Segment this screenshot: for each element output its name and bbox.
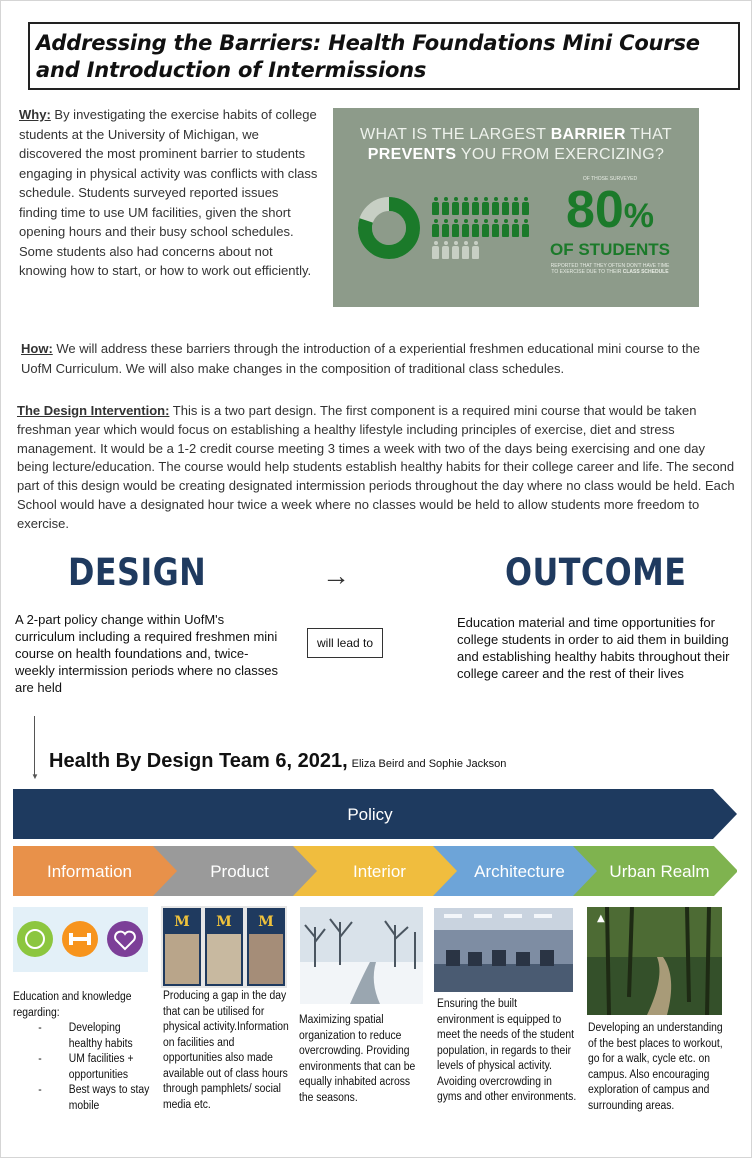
why-text: By investigating the exercise habits of college students at the University of Michigan, we discovered the most prominent barrier to students engaging in physical activity was conflicts with class schedule. Students surveyed reported issues finding time to use UM facilities, given the short opening hours and their busy school schedules. Some students also had concerns about not knowing how to start, or how to work out efficiently. [19,107,318,278]
information-text [13,990,155,1114]
svg-text:M: M [258,914,274,930]
person-icon [461,196,470,218]
how-heading: How: [21,341,53,356]
person-icon [471,196,480,218]
chevron-label: Architecture [474,862,565,881]
person-icon [471,240,480,262]
forest-path-image [587,907,722,1015]
person-icon [441,240,450,262]
team-name: Health By Design Team 6, 2021, [49,750,348,772]
list-item: - UM facilities + opportunities [13,1052,155,1083]
person-icon [511,218,520,240]
donut-chart-icon [357,196,421,260]
outcome-description: Education material and time opportunities for college students in order to aid them in building and establishing healthy habits throughout their college career and the rest of their lives [457,615,730,681]
person-icon [491,218,500,240]
svg-text:M: M [174,914,190,930]
person-icon [461,240,470,262]
poster-title: Addressing the Barriers: Health Foundations Mini Course and Introduction of Intermissions [36,31,700,82]
chevron-label: Information [46,862,133,881]
design-description: A 2-part policy change within UofM's curriculum including a required freshmen mini course on health foundations and, twice-weekly intermission periods where no classes are held [15,612,279,695]
why-paragraph [19,105,319,281]
person-icon [461,218,470,240]
person-icon [521,196,530,218]
design-intervention-heading: The Design Intervention: [17,403,170,418]
product-text: Producing a gap in the day that can be utilised for physical activity.Information on facilities and opportunities also made available out of class hours through pamphlets/ social media etc. [163,990,289,1111]
title-box [28,22,740,90]
person-icon [501,218,510,240]
infographic-students-label: OF STUDENTS [550,240,670,259]
urban-realm-text: Developing an understanding of the best places to workout, go for a walk, cycle etc. on campus. Also encouraging exploration of campus and surrounding areas. [588,1022,723,1112]
person-icon [441,218,450,240]
information-intro: Education and knowledge regarding: [13,991,132,1019]
right-arrow-icon: → [322,560,350,591]
design-intervention-text: This is a two part design. The first component is a required mini course that would be taken freshman year which would focus on establishing a healthy lifestyle including principles of exercise, diet and stress management. It would be a 1-2 credit course meeting 3 times a week with two of the days being exercising and one day being lecture/education. The course would help students establish healthy habits for their college career and life. The second part of this design would be creating designated intermission periods throughout the day where no class would be held. Each School would have a designated hour twice a week where no classes would be held to allow students more freedom to exercise. [17,403,735,531]
svg-text:M: M [216,914,232,930]
how-paragraph [21,339,733,378]
infographic-question-line2: PREVENTS YOU FROM EXERCIZING? [367,146,665,163]
policy-label: Policy [347,805,393,824]
person-icon [451,196,460,218]
outcome-word: OUTCOME [505,551,687,594]
person-icon [501,196,510,218]
design-word: DESIGN [68,551,207,594]
person-icon [481,218,490,240]
person-icon [511,196,520,218]
barrier-infographic [333,108,699,307]
infographic-surveyed-label: OF THOSE SURVEYED [582,176,638,182]
chevron-label: Interior [353,862,406,881]
chevron-label: Urban Realm [609,862,710,881]
architecture-text: Ensuring the built environment is equipped to meet the needs of the student population, in regards to their levels of physical activity. Avoiding overcrowding in gyms and other environments. [437,998,577,1103]
information-bullets [13,1021,155,1114]
person-icon [431,196,440,218]
heart-icon [107,921,143,957]
person-icon [471,218,480,240]
person-icon [431,240,440,262]
down-arrow-line [34,716,35,776]
down-arrow-icon: ▼ [31,772,39,781]
how-text: We will address these barriers through the introduction of a experiential freshmen educational mini course to the UofM Curriculum. We will also make changes in the composition of traditional class schedules. [21,341,701,376]
list-item: - Best ways to stay mobile [13,1083,155,1114]
people-pictogram [431,196,531,262]
person-icon [451,218,460,240]
person-icon [441,196,450,218]
apple-icon [17,921,53,957]
chevron-row [13,846,737,896]
policy-bar [13,789,737,839]
infographic-percent: 80% [565,181,655,239]
team-heading [49,750,506,773]
snowy-campus-image [300,907,423,1004]
design-intervention-paragraph [17,402,739,534]
gym-interior-image [434,908,573,992]
person-icon [481,196,490,218]
person-icon [521,218,530,240]
chevron-label: Product [210,862,269,881]
will-lead-to-box: will lead to [307,628,383,658]
svg-text:▲: ▲ [597,913,605,924]
team-members: Eliza Beird and Sophie Jackson [351,758,507,770]
list-item: - Developing healthy habits [13,1021,155,1052]
infographic-note: REPORTED THAT THEY OFTEN DON'T HAVE TIME TO EXERCISE DUE TO THEIR CLASS SCHEDULE [550,263,670,275]
why-heading: Why: [19,107,51,122]
infographic-question-line1: WHAT IS THE LARGEST BARRIER THAT [360,126,672,143]
pamphlets-image [161,906,287,988]
person-icon [491,196,500,218]
interior-text: Maximizing spatial organization to reduce overcrowding. Providing environments that can be equally inhabited across the seasons. [299,1014,416,1104]
person-icon [431,218,440,240]
information-icons-image [13,907,148,972]
person-icon [451,240,460,262]
